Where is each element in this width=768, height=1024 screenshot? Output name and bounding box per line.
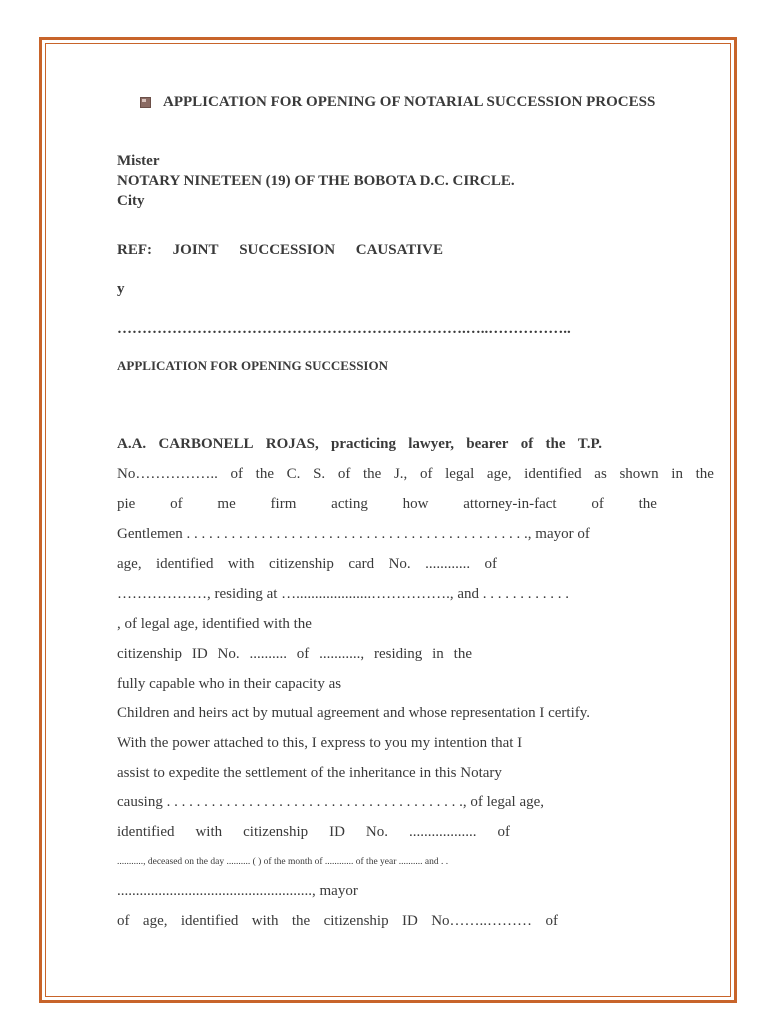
word: citizenship [117,646,182,662]
dotted-separator: …………………………………………………………….…..…………….. [117,321,571,337]
word: .......... [249,646,287,662]
word: in [432,646,444,662]
word: No. [217,646,240,662]
body-line-8 [117,645,472,663]
word: the [362,466,382,482]
word: SUCCESSION [239,242,336,258]
word: of [170,496,183,512]
word: the [638,496,657,512]
body-line-10: Children and heirs act by mutual agreement and whose representation I certify. [117,705,591,721]
word: firm [270,496,297,512]
word: age, [486,466,512,482]
word: No. [365,824,388,840]
body-line-7: , of legal age, identified with the [117,616,312,632]
body-line-12: assist to expedite the settlement of the inheritance in this Notary [117,765,502,781]
subheading: APPLICATION FOR OPENING SUCCESSION [117,358,388,373]
word: S. [313,466,326,482]
word: J., [393,466,408,482]
document-title-row [140,94,655,111]
word: ROJAS, [265,436,319,452]
body-line-14 [117,823,510,841]
word: .................. [408,824,477,840]
word: pie [117,496,136,512]
word: No……..……… [431,913,533,929]
word: age, [142,913,168,929]
word: the [291,913,311,929]
word: citizenship [323,913,389,929]
word: No. [388,556,411,572]
body-line-6: ………………, residing at …....................……………., and . . . . . . . . . . . . [117,586,570,602]
word: the [453,646,472,662]
word: ID [401,913,418,929]
word: age, [117,556,142,572]
body-line-5 [117,555,497,573]
word: identified [180,913,239,929]
word: lawyer, [408,436,454,452]
y-line: y [117,281,125,297]
address-city: City [117,193,145,209]
word: T.P. [577,436,602,452]
word: as [594,466,607,482]
body-line-11: With the power attached to this, I express to you my intention that I [117,735,523,751]
body-line-15: ..........., deceased on the day .......... ( ) of the month of ............ of the year .......... and . . [117,857,449,867]
word: in [671,466,683,482]
word: with [251,913,279,929]
word: identified [117,824,175,840]
word: CARBONELL [158,436,254,452]
word: me [217,496,236,512]
word: A.A. [117,436,147,452]
word: JOINT [172,242,219,258]
word: No…………….. [117,466,218,482]
word: of [296,646,310,662]
word: legal [445,466,475,482]
word: of [419,466,433,482]
body-line-3 [117,495,657,513]
word: with [195,824,223,840]
word: citizenship [268,556,334,572]
document-title: APPLICATION FOR OPENING OF NOTARIAL SUCCESSION PROCESS [163,94,656,110]
word: ID [191,646,208,662]
body-line-17 [117,912,558,930]
word: of [497,824,510,840]
document-icon [140,97,151,108]
word: card [348,556,375,572]
word: identified [155,556,214,572]
word: REF: [117,242,152,258]
word: the [695,466,714,482]
body-line-16: ...................................................., mayor [117,883,358,899]
word: the [545,436,566,452]
body-line-13: causing . . . . . . . . . . . . . . . . . . . . . . . . . . . . . . . . . . . . . . . ., of legal age, [117,794,545,810]
word: acting [331,496,368,512]
word: how [402,496,429,512]
word: citizenship [243,824,309,840]
word: of [337,466,351,482]
ref-line [117,241,443,259]
word: of [591,496,604,512]
body-line-4: Gentlemen . . . . . . . . . . . . . . . . . . . . . . . . . . . . . . . . . . . . . . . . . . . . . ., mayor of [117,526,590,542]
address-salutation: Mister [117,153,160,169]
word: identified [524,466,582,482]
word: residing [373,646,423,662]
word: bearer [466,436,509,452]
word: CAUSATIVE [355,242,443,258]
word: practicing [330,436,396,452]
body-line-2 [117,465,714,483]
word: of [520,436,534,452]
body-line-1 [117,435,602,453]
word: shown [619,466,659,482]
word: of [484,556,497,572]
word: of [230,466,243,482]
word: ............ [425,556,471,572]
word: the [255,466,274,482]
body-line-9: fully capable who in their capacity as [117,676,342,692]
word: with [227,556,255,572]
word: of [117,913,130,929]
address-recipient: NOTARY NINETEEN (19) OF THE BOBOTA D.C. CIRCLE. [117,173,515,189]
word: ..........., [319,646,365,662]
word: C. [286,466,301,482]
word: of [545,913,558,929]
word: ID [329,824,345,840]
word: attorney-in-fact [463,496,557,512]
